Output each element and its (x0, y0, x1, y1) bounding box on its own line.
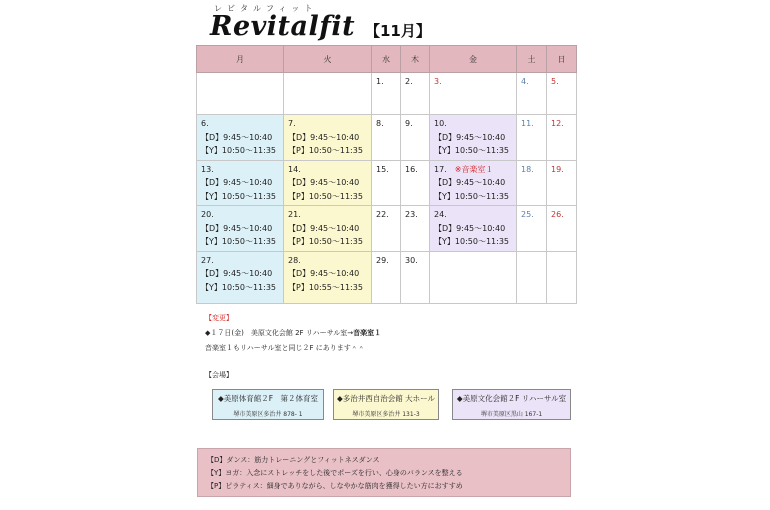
day-number: 7. (288, 119, 296, 128)
legend-dance: 【D】ダンス：筋力トレーニングとフィットネスダンス (207, 456, 380, 464)
venue-address: 堺市美原区多治井 878- 1 (233, 411, 303, 418)
class-schedule-line: 【D】9:45～10:40 (201, 269, 273, 278)
calendar-cell-sat (517, 251, 547, 303)
day-number: 9. (405, 119, 413, 128)
week-row (197, 115, 577, 161)
venue-address: 堺市美原区多治井 131-3 (352, 411, 420, 418)
calendar-cell-wed (372, 73, 401, 115)
brand-title: Revitalfit (210, 11, 356, 42)
weekday-fri: 金 (430, 46, 517, 73)
day-number: 22. (376, 210, 389, 219)
class-schedule-line: 【D】9:45～10:40 (434, 223, 506, 233)
calendar-cell-tue (284, 160, 372, 206)
calendar-cell-wed (372, 251, 401, 303)
title-ruby: レビタルフィット (214, 4, 318, 13)
calendar-cell-sat (517, 115, 547, 161)
class-schedule-line: 【Y】10:50～11:35 (434, 237, 509, 246)
class-schedule-line: 【P】10:50～11:35 (288, 237, 363, 246)
class-schedule-line: 【P】10:50～11:35 (288, 191, 363, 201)
changes-line-1-bold: 音楽室１ (353, 329, 382, 337)
day-number: 27. (201, 255, 214, 265)
day-number: 11. (521, 119, 534, 128)
class-schedule-line: 【Y】10:50～11:35 (434, 191, 509, 201)
day-number: 3. (434, 77, 442, 86)
class-schedule-line: 【D】9:45～10:40 (201, 178, 273, 187)
month-label: 【11月】 (365, 22, 431, 40)
changes-tag: 【変更】 (205, 314, 233, 322)
day-number: 28. (288, 255, 301, 265)
weekday-mon: 月 (197, 46, 284, 73)
calendar-cell-wed (372, 115, 401, 161)
calendar-cell-sat (517, 73, 547, 115)
class-schedule-line: 【D】9:45～10:40 (288, 178, 360, 187)
day-number: 10. (434, 119, 447, 128)
class-schedule-line: 【P】10:50～11:35 (288, 146, 363, 155)
day-number: 15. (376, 164, 389, 174)
calendar-cell-sun (547, 160, 577, 206)
day-number: 4. (521, 77, 529, 86)
calendar-cell-tue (284, 115, 372, 161)
day-number: 29. (376, 255, 389, 265)
calendar-cell-sun (547, 251, 577, 303)
changes-line-1-text: ◆１７日(金) 美原文化会館 2F リハーサル室→ (205, 329, 354, 337)
class-schedule-line: 【Y】10:50～11:35 (434, 146, 509, 155)
class-schedule-line: 【D】9:45～10:40 (201, 223, 273, 233)
day-number: 2. (405, 77, 413, 86)
calendar-cell-fri (430, 206, 517, 252)
calendar-cell-thu (401, 73, 430, 115)
venue-change-note: ※音楽室１ (454, 164, 494, 174)
week-row (197, 160, 577, 206)
class-schedule-line: 【Y】10:50～11:35 (201, 146, 276, 155)
day-number: 30. (405, 255, 418, 265)
class-schedule-line: 【D】9:45～10:40 (434, 178, 506, 187)
day-number: 13. (201, 164, 214, 174)
day-number: 18. (521, 164, 534, 174)
calendar-cell-tue (284, 251, 372, 303)
venue-name: ◆美原文化会館２F リハーサル室 (456, 394, 567, 403)
calendar-cell-mon (197, 160, 284, 206)
class-schedule-line: 【Y】10:50～11:35 (201, 191, 276, 201)
day-number: 16. (405, 164, 418, 174)
calendar-cell-mon (197, 73, 284, 115)
venue-card-gym (212, 389, 324, 420)
class-schedule-line: 【P】10:55～11:35 (288, 282, 363, 292)
class-schedule-line: 【D】9:45～10:40 (288, 132, 360, 142)
changes-line-1 (205, 328, 381, 338)
calendar-cell-tue (284, 206, 372, 252)
day-number: 5. (551, 77, 559, 86)
day-number: 17. (434, 164, 447, 174)
week-row (197, 206, 577, 252)
venue-name: ◆多治井西自治会館 大ホール (336, 394, 435, 403)
calendar-cell-fri (430, 160, 517, 206)
calendar-cell-thu (401, 115, 430, 161)
day-number: 19. (551, 164, 564, 174)
class-schedule-line: 【Y】10:50～11:35 (201, 282, 276, 292)
calendar-cell-fri (430, 115, 517, 161)
class-schedule-line: 【Y】10:50～11:35 (201, 237, 276, 246)
class-schedule-line: 【D】9:45～10:40 (288, 223, 360, 233)
weekday-wed: 水 (372, 46, 401, 73)
day-number: 26. (551, 210, 564, 219)
changes-section (205, 313, 381, 353)
calendar-cell-wed (372, 206, 401, 252)
day-number: 23. (405, 210, 418, 219)
weekday-tue: 火 (284, 46, 372, 73)
calendar-cell-thu (401, 251, 430, 303)
calendar-cell-sat (517, 160, 547, 206)
venue-card-hall (333, 389, 439, 420)
day-number: 24. (434, 210, 447, 219)
week-row (197, 251, 577, 303)
changes-line-2: 音楽室１もリハーサル室と同じ２F にあります＾＾ (205, 344, 365, 352)
calendar-cell-mon (197, 115, 284, 161)
day-number: 12. (551, 119, 564, 128)
calendar-cell-sun (547, 73, 577, 115)
class-schedule-line: 【D】9:45～10:40 (201, 132, 273, 142)
day-number: 20. (201, 210, 214, 219)
calendar-table (196, 45, 577, 304)
calendar-cell-fri (430, 251, 517, 303)
venue-address: 堺市美原区黒山 167-1 (480, 411, 543, 418)
class-schedule-line: 【D】9:45～10:40 (288, 269, 360, 278)
calendar-cell-mon (197, 251, 284, 303)
week-row (197, 73, 577, 115)
calendar-cell-mon (197, 206, 284, 252)
weekday-sun: 日 (547, 46, 577, 73)
calendar-cell-thu (401, 206, 430, 252)
calendar-cell-sun (547, 206, 577, 252)
calendar-cell-sat (517, 206, 547, 252)
weekday-thu: 木 (401, 46, 430, 73)
calendar-cell-thu (401, 160, 430, 206)
calendar-cell-wed (372, 160, 401, 206)
class-legend (197, 448, 571, 497)
class-schedule-line: 【D】9:45～10:40 (434, 132, 506, 142)
day-number: 21. (288, 210, 301, 219)
venues-tag: 【会場】 (205, 371, 233, 379)
day-number: 1. (376, 77, 384, 86)
day-number: 8. (376, 119, 384, 128)
venue-name: ◆美原体育館２F 第２体育室 (217, 394, 319, 403)
legend-yoga: 【Y】ヨガ：入念にストレッチをした後でポーズを行い、心身のバランスを整える (207, 469, 463, 477)
day-number: 14. (288, 164, 301, 174)
day-number: 25. (521, 210, 534, 219)
weekday-sat: 土 (517, 46, 547, 73)
weekday-header-row (197, 46, 577, 73)
venue-card-culture-hall (452, 389, 571, 420)
calendar-cell-fri (430, 73, 517, 115)
day-number: 6. (201, 119, 209, 128)
calendar-cell-tue (284, 73, 372, 115)
legend-pilates: 【P】ピラティス：細身でありながら、しなやかな筋肉を獲得したい方におすすめ (207, 482, 463, 490)
calendar-cell-sun (547, 115, 577, 161)
